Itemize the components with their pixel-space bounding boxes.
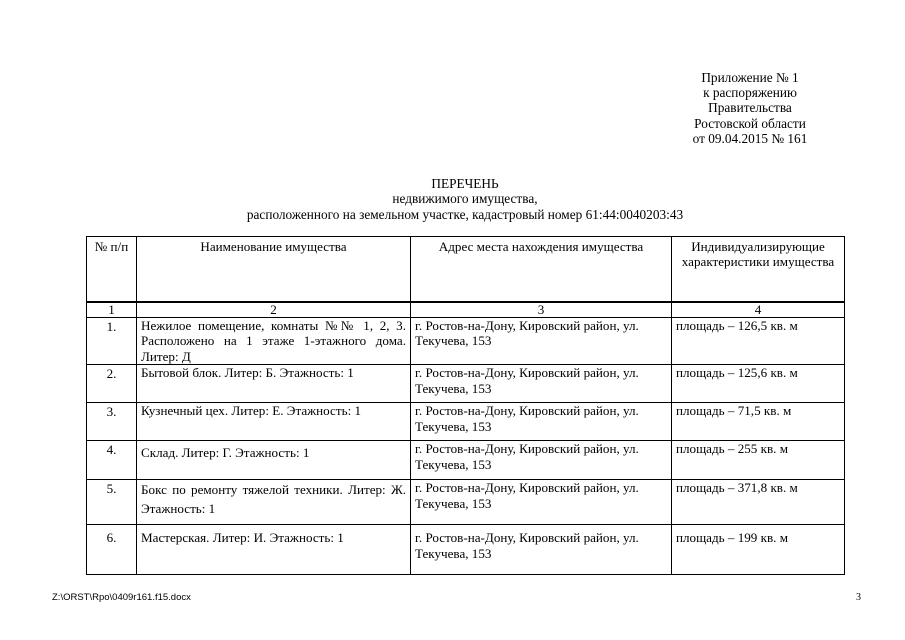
table-row — [87, 318, 845, 365]
row-features: площадь – 125,6 кв. м — [672, 365, 845, 403]
document-heading — [200, 176, 730, 222]
row-address: г. Ростов-на-Дону, Кировский район, ул. Текучева, 153 — [411, 441, 672, 480]
row-features: площадь – 199 кв. м — [672, 525, 845, 575]
column-number: 3 — [411, 302, 672, 318]
heading-subtitle: расположенного на земельном участке, кадастровый номер 61:44:0040203:43 — [246, 206, 684, 222]
row-address: г. Ростов-на-Дону, Кировский район, ул. Текучева, 153 — [411, 318, 672, 365]
heading-subtitle: недвижимого имущества, — [392, 191, 538, 207]
document-title: ПЕРЕЧЕНЬ — [431, 176, 499, 191]
row-num: 6. — [87, 525, 137, 575]
row-features: площадь – 371,8 кв. м — [672, 480, 845, 525]
row-name: Бытовой блок. Литер: Б. Этажность: 1 — [137, 365, 411, 403]
row-name: Кузнечный цех. Литер: Е. Этажность: 1 — [137, 403, 411, 441]
column-number: 1 — [87, 302, 137, 318]
table-header-row — [87, 237, 845, 303]
row-features: площадь – 126,5 кв. м — [672, 318, 845, 365]
row-num: 2. — [87, 365, 137, 403]
column-number: 2 — [137, 302, 411, 318]
header-num: № п/п — [87, 237, 137, 303]
header-features: Индивидуализирующие характеристики имущества — [672, 237, 845, 303]
column-number: 4 — [672, 302, 845, 318]
row-name: Нежилое помещение, комнаты №№ 1, 2, 3. Расположено на 1 этаже 1-этажного дома. Литер: Д — [137, 318, 411, 365]
row-features: площадь – 255 кв. м — [672, 441, 845, 480]
header-address: Адрес места нахождения имущества — [411, 237, 672, 303]
row-name: Мастерская. Литер: И. Этажность: 1 — [137, 525, 411, 575]
table-row — [87, 480, 845, 525]
appendix-line: Ростовской области — [694, 115, 806, 131]
appendix-line: от 09.04.2015 № 161 — [692, 130, 808, 146]
row-features: площадь – 71,5 кв. м — [672, 403, 845, 441]
appendix-block — [650, 70, 850, 146]
row-address: г. Ростов-на-Дону, Кировский район, ул. Текучева, 153 — [411, 403, 672, 441]
table-row — [87, 441, 845, 480]
row-address: г. Ростов-на-Дону, Кировский район, ул. Текучева, 153 — [411, 480, 672, 525]
table-row — [87, 365, 845, 403]
table-row — [87, 525, 845, 575]
row-address: г. Ростов-на-Дону, Кировский район, ул. Текучева, 153 — [411, 525, 672, 575]
row-name: Бокс по ремонту тяжелой техники. Литер: Ж. Этажность: 1 — [137, 480, 411, 525]
property-table — [86, 236, 845, 575]
row-num: 4. — [87, 441, 137, 480]
row-num: 5. — [87, 480, 137, 525]
table-row — [87, 403, 845, 441]
appendix-line: Приложение № 1 — [701, 70, 799, 85]
header-name: Наименование имущества — [137, 237, 411, 303]
row-name: Склад. Литер: Г. Этажность: 1 — [137, 441, 411, 480]
row-num: 3. — [87, 403, 137, 441]
page-number: 3 — [856, 592, 861, 603]
column-number-row — [87, 302, 845, 318]
row-address: г. Ростов-на-Дону, Кировский район, ул. Текучева, 153 — [411, 365, 672, 403]
file-path: Z:\ORST\Rpo\0409r161.f15.docx — [52, 592, 191, 603]
row-num: 1. — [87, 318, 137, 365]
appendix-line: Правительства — [708, 100, 792, 116]
appendix-line: к распоряжению — [703, 85, 797, 101]
